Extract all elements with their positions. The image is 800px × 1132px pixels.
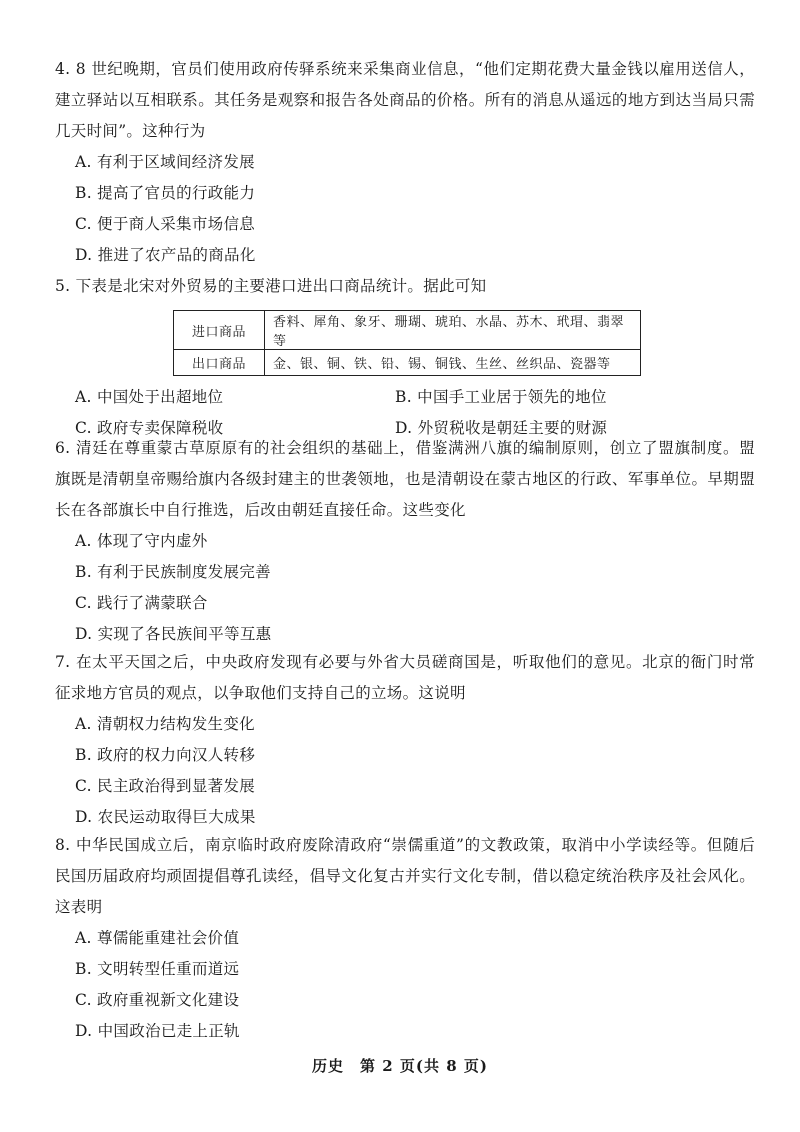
option-a: A. 中国处于出超地位 <box>75 388 224 406</box>
option-b: B. 文明转型任重而道远 <box>75 960 240 978</box>
option-a: A. 清朝权力结构发生变化 <box>75 715 255 733</box>
option-c: C. 民主政治得到显著发展 <box>75 777 256 795</box>
question-6-stem: 6. 清廷在尊重蒙古草原原有的社会组织的基础上，借鉴满洲八旗的编制原则，创立了盟旗制度。盟旗既是清朝皇帝赐给旗内各级封建主的世袭领地，也是清朝设在蒙古地区的行政、军事单位。早期盟长在各部旗长中自行推选，后改由朝廷直接任命。这些变化 <box>55 439 755 519</box>
option-d: D. 农民运动取得巨大成果 <box>75 808 256 826</box>
page-footer: 历史 第 2 页(共 8 页) <box>312 1057 488 1075</box>
question-7-options <box>55 709 755 833</box>
option-c: C. 政府重视新文化建设 <box>75 991 240 1009</box>
option-a: A. 尊儒能重建社会价值 <box>75 929 240 947</box>
question-7-stem: 7. 在太平天国之后，中央政府发现有必要与外省大员磋商国是，听取他们的意见。北京的衙门时常征求地方官员的观点，以争取他们支持自己的立场。这说明 <box>55 653 755 702</box>
option-c: C. 便于商人采集市场信息 <box>75 215 256 233</box>
import-label: 进口商品 <box>174 311 265 350</box>
question-6-options <box>55 526 755 650</box>
export-label: 出口商品 <box>174 350 265 376</box>
option-d: D. 实现了各民族间平等互惠 <box>75 625 272 643</box>
option-c: C. 政府专卖保障税收 <box>75 419 224 437</box>
option-d: D. 外贸税收是朝廷主要的财源 <box>395 419 608 437</box>
question-7 <box>55 647 755 833</box>
option-d: D. 推进了农产品的商品化 <box>75 246 256 264</box>
option-a: A. 有利于区域间经济发展 <box>75 153 255 171</box>
question-4-stem: 4. 8 世纪晚期，官员们使用政府传驿系统来采集商业信息，“他们定期花费大量金钱以雇用送信人，建立驿站以互相联系。其任务是观察和报告各处商品的价格。所有的消息从遥远的地方到达当局只需几天时间”。这种行为 <box>55 60 755 140</box>
question-5-stem: 5. 下表是北宋对外贸易的主要港口进出口商品统计。据此可知 <box>55 277 487 295</box>
question-6 <box>55 433 755 650</box>
option-b: B. 有利于民族制度发展完善 <box>75 563 271 581</box>
question-4-options <box>55 147 755 271</box>
option-d: D. 中国政治已走上正轨 <box>75 1022 240 1040</box>
question-8 <box>55 830 755 1047</box>
question-8-options <box>55 923 755 1047</box>
trade-table <box>173 310 641 376</box>
table-row-import <box>174 311 641 350</box>
option-c: C. 践行了满蒙联合 <box>75 594 208 612</box>
option-b: B. 中国手工业居于领先的地位 <box>395 388 607 406</box>
table-row-export <box>174 350 641 376</box>
question-8-stem: 8. 中华民国成立后，南京临时政府废除清政府“崇儒重道”的文教政策，取消中小学读经等。但随后民国历届政府均顽固提倡尊孔读经，倡导文化复古并实行文化专制，借以稳定统治秩序及社会风化。这表明 <box>55 836 755 916</box>
import-items: 香料、犀角、象牙、珊瑚、琥珀、水晶、苏木、玳瑁、翡翠等 <box>265 311 641 350</box>
option-b: B. 政府的权力向汉人转移 <box>75 746 256 764</box>
question-4 <box>55 54 755 271</box>
option-b: B. 提高了官员的行政能力 <box>75 184 256 202</box>
export-items: 金、银、铜、铁、铅、锡、铜钱、生丝、丝织品、瓷器等 <box>265 350 641 376</box>
option-a: A. 体现了守内虚外 <box>75 532 208 550</box>
question-5 <box>55 271 755 444</box>
